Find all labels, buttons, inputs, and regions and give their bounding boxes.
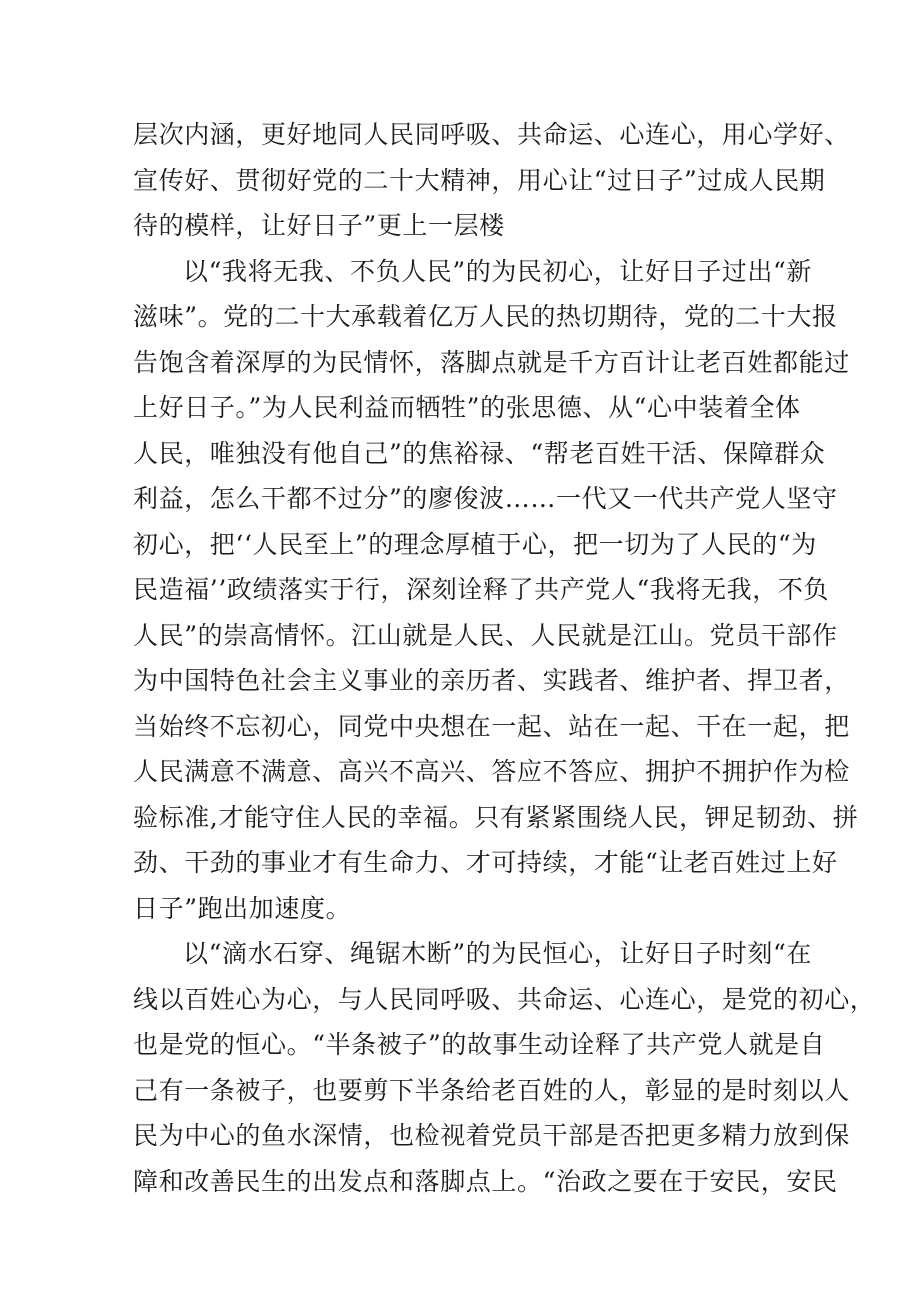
paragraph-2-line: 人民，唯独没有他自己”的焦裕禄、“帮老百姓干活、保障群众	[133, 438, 826, 468]
paragraph-2-line: 以“我将无我、不负人民”的为民初心，让好日子过出“新	[183, 256, 812, 286]
document-body	[133, 112, 876, 1204]
paragraph-3-line: 也是党的恒心。“半条被子”的故事生动诠释了共产党人就是自	[133, 1030, 826, 1059]
paragraph-2-line: 民造福’’政绩落实于行，深刻诠释了共产党人“我将无我，不负	[133, 575, 830, 604]
paragraph-2-line: 利益，怎么干都不过分”的廖俊波……一代又一代共产党人坚守	[133, 484, 838, 513]
paragraph-2-line: 人民”的崇高情怀。江山就是人民、人民就是江山。党员干部作	[133, 620, 838, 650]
paragraph-2-line: 人民满意不满意、高兴不高兴、答应不答应、拥护不拥护作为检	[133, 757, 850, 786]
paragraph-2-line: 验标准,才能守住人民的幸福。只有紧紧围绕人民，钾足韧劲、拼	[133, 802, 859, 832]
paragraph-2-line: 为中国特色社会主义事业的亲历者、实践者、维护者、捍卫者，	[133, 666, 850, 695]
paragraph-3-line: 民为中心的鱼水深情，也检视着党员干部是否把更多精力放到保	[133, 1121, 850, 1150]
paragraph-2-line: 日子”跑出加速度。	[133, 893, 352, 923]
paragraph-2-line: 告饱含着深厚的为民情怀，落脚点就是千方百计让老百姓都能过	[133, 347, 850, 377]
paragraph-3-line: 己有一条被子，也要剪下半条给老百姓的人，彰显的是时刻以人	[133, 1075, 850, 1105]
paragraph-2-line: 初心，把‘‘人民至上”的理念厚植于心，把一切为了人民的“为	[133, 529, 817, 559]
paragraph-3-line: 线以百姓心为心，与人民同呼吸、共命运、心连心，是党的初心，	[133, 984, 876, 1014]
paragraph-3-line: 以“滴水石穿、绳锯木断”的为民恒心，让好日子时刻“在	[183, 939, 812, 968]
paragraph-2-line: 劲、干劲的事业才有生命力、才可持续，才能“让老百姓过上好	[133, 848, 838, 877]
paragraph-1-line: 层次内涵，更好地同人民同呼吸、共命运、心连心，用心学好、	[133, 120, 850, 149]
paragraph-1-line: 宣传好、贯彻好党的二十大精神，用心让“过日子”过成人民期	[133, 165, 826, 195]
paragraph-1-line: 待的模样，让好日子”更上一层楼	[133, 211, 505, 240]
paragraph-3-line: 障和改善民生的出发点和落脚点上。“治政之要在于安民，安民	[133, 1166, 838, 1196]
paragraph-2-line: 滋味”。党的二十大承载着亿万人民的热切期待，党的二十大报	[133, 302, 838, 331]
paragraph-2-line: 当始终不忘初心，同党中央想在一起、站在一起、干在一起，把	[133, 711, 850, 741]
paragraph-2-line: 上好日子。”为人民利益而牺牲”的张思德、从“心中装着全体	[133, 393, 801, 422]
